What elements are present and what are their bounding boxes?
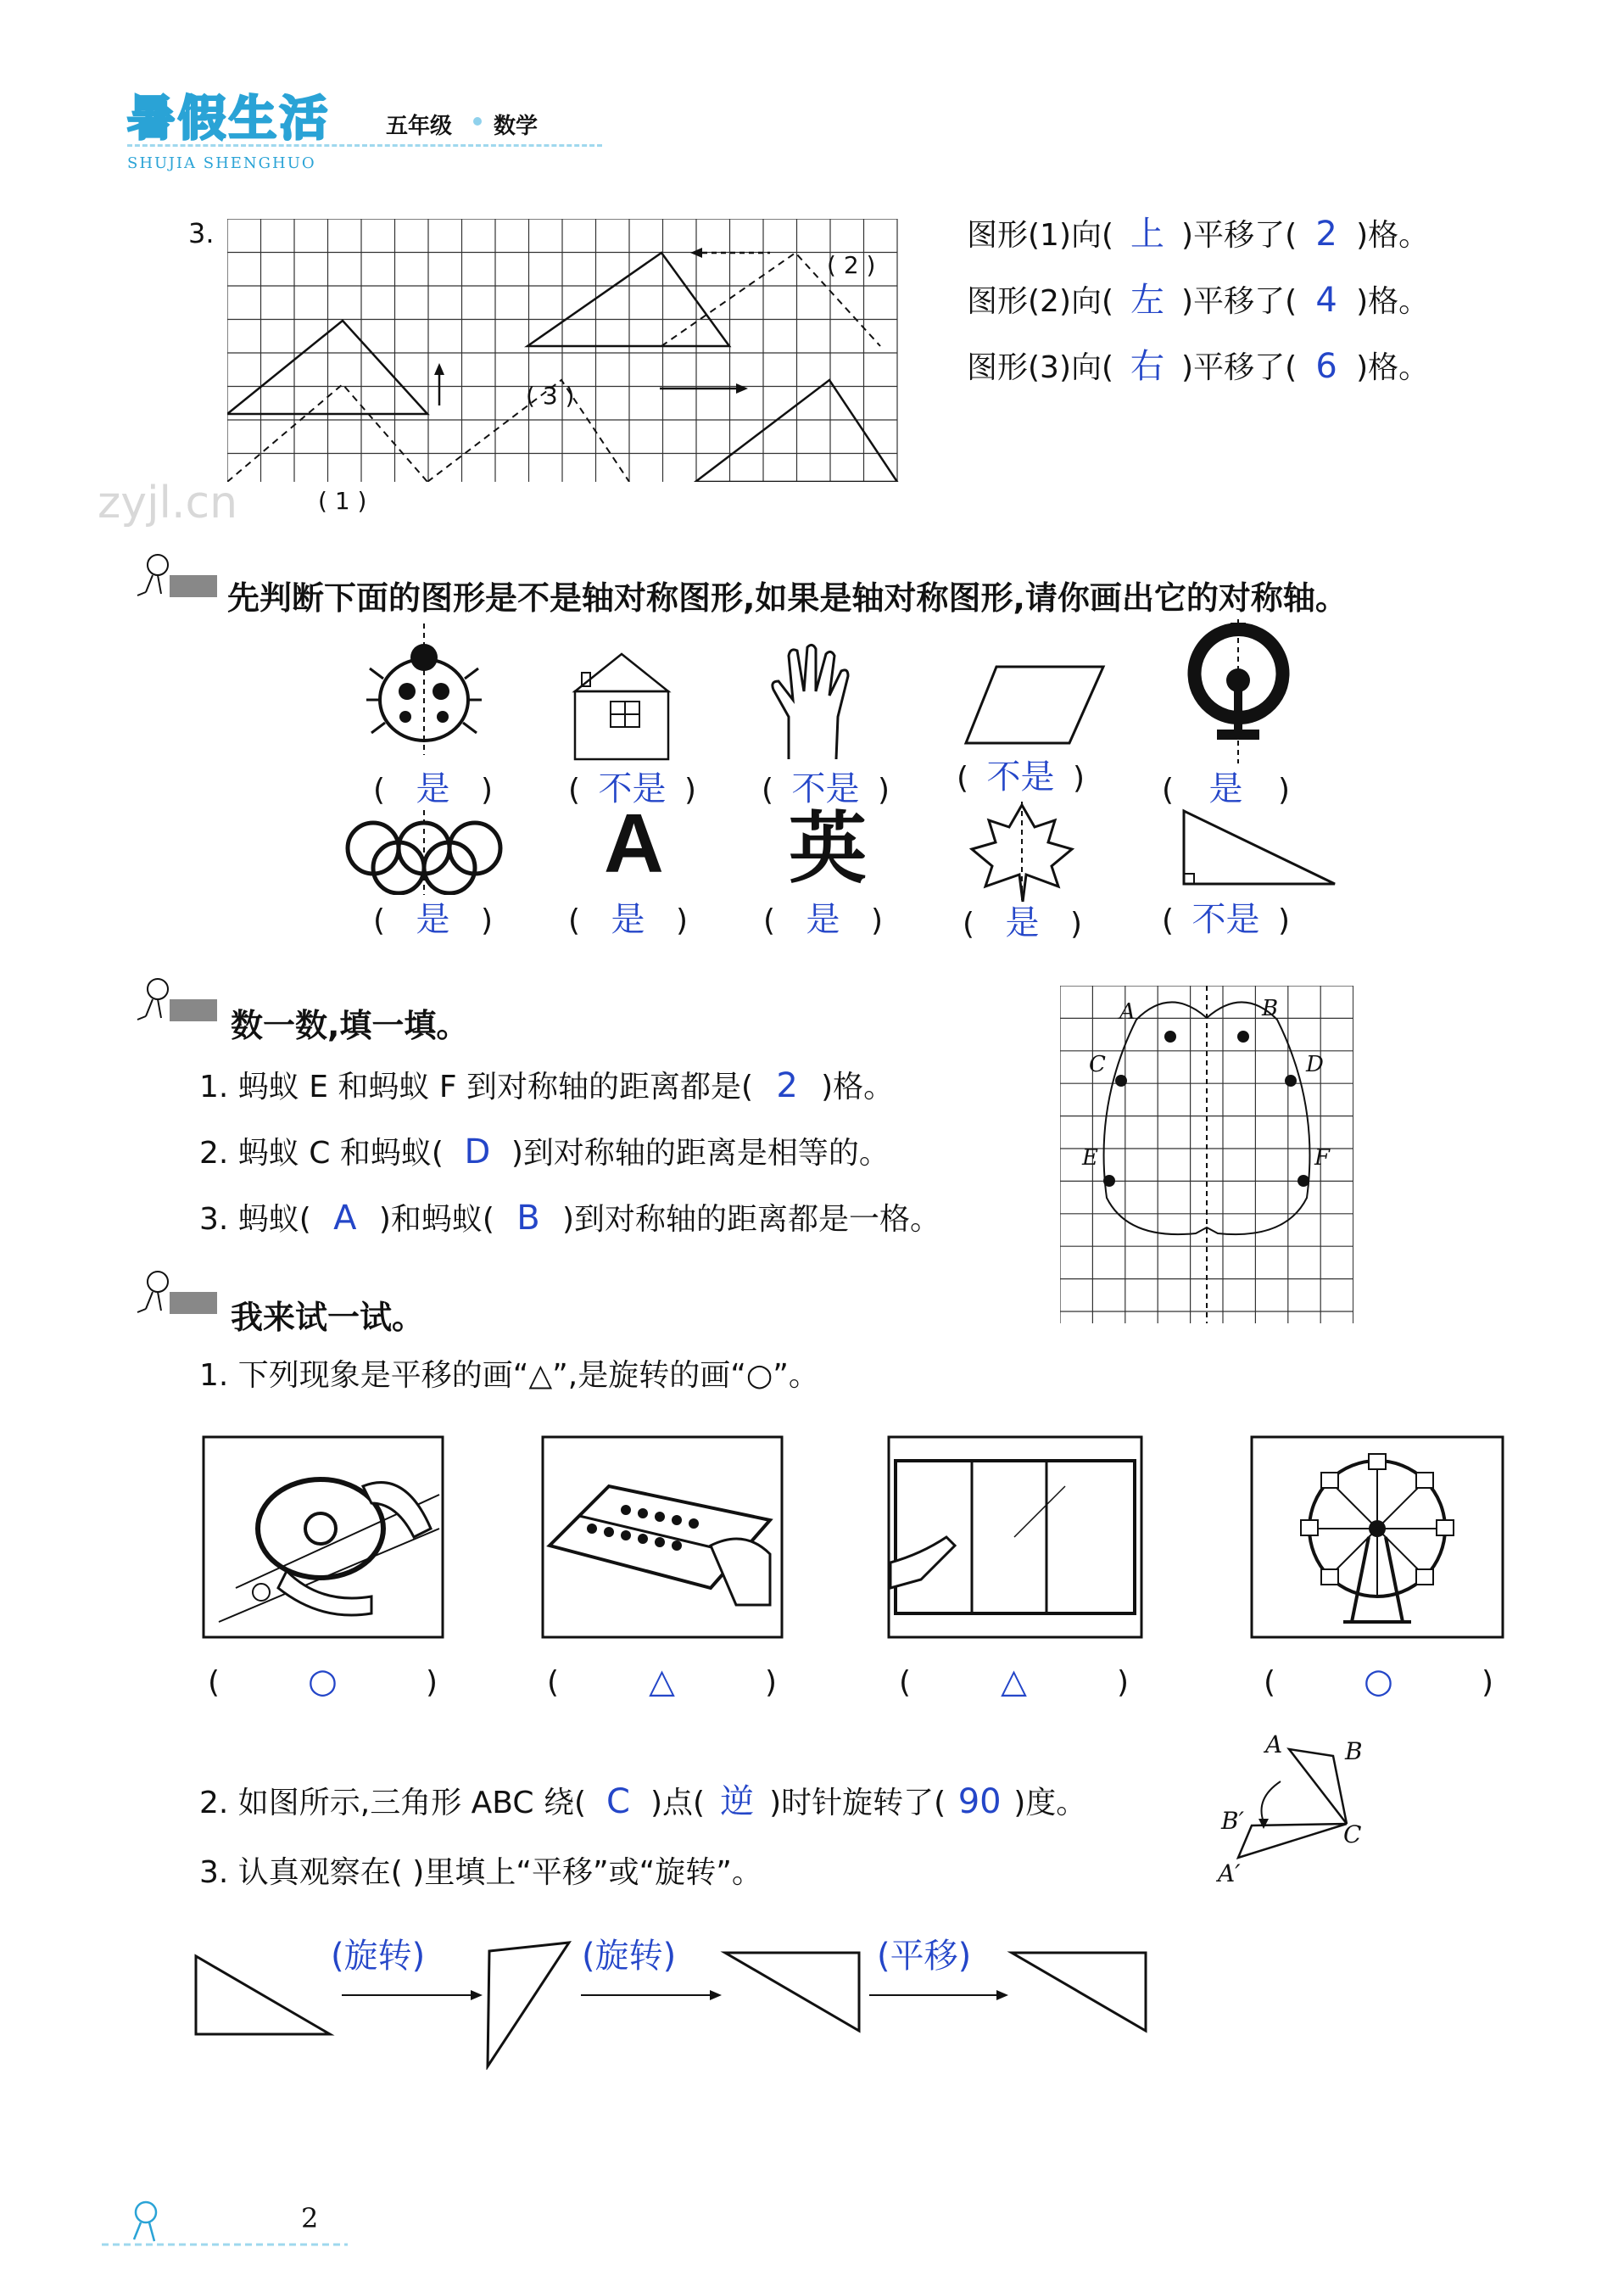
q3-line-3: 图形(3)向( 右 )平移了( 6 )格。 xyxy=(967,347,1430,386)
sym-answer-1: ( 是 ) xyxy=(373,769,493,808)
rot-label-c: C xyxy=(1343,1820,1362,1848)
try-question-2: 2. 如图所示,三角形 ABC 绕( C )点( 逆 )时针旋转了( 90 )度。 xyxy=(199,1782,1087,1821)
watermark: zyjl.cn xyxy=(98,478,238,528)
hand-figure xyxy=(763,640,865,763)
transform-answer-1: (旋转) xyxy=(331,1937,426,1976)
ferris-wheel-picture xyxy=(1250,1435,1504,1639)
q3-answer-n-3: 6 xyxy=(1315,347,1337,386)
ant-grid xyxy=(1060,986,1353,1323)
ant-label-c: C xyxy=(1089,1052,1106,1077)
ant-label-f: F xyxy=(1314,1145,1331,1171)
rotation-answer-point: C xyxy=(606,1782,630,1821)
abacus-picture xyxy=(541,1435,784,1639)
rotation-answer-direction: 逆 xyxy=(720,1782,755,1821)
steering-wheel-picture xyxy=(202,1435,444,1639)
q3-number: 3. xyxy=(188,217,215,249)
q3-answer-dir-3: 右 xyxy=(1130,347,1165,386)
motion-answer-3: ( △ ) xyxy=(899,1662,1129,1701)
motion-answer-1: ( ○ ) xyxy=(208,1662,438,1701)
sym-answer-7: ( 是 ) xyxy=(568,900,688,939)
motion-answer-2: ( △ ) xyxy=(547,1662,777,1701)
section1-title: 先判断下面的图形是不是轴对称图形,如果是轴对称图形,请你画出它的对称轴。 xyxy=(227,579,1348,617)
railway-logo-figure xyxy=(1183,619,1293,763)
sym-answer-9: ( 是 ) xyxy=(963,903,1082,942)
page-number: 2 xyxy=(301,2202,319,2234)
translation-grid xyxy=(227,219,899,482)
grid-label-3: ( 3 ) xyxy=(526,382,575,410)
ant-label-b: B xyxy=(1262,996,1279,1021)
triangle-2 xyxy=(527,253,729,346)
header-grade: 五年级 xyxy=(386,114,453,139)
q3-line-2: 图形(2)向( 左 )平移了( 4 )格。 xyxy=(967,281,1430,320)
sym-answer-8: ( 是 ) xyxy=(763,900,883,939)
q3-line-1: 图形(1)向( 上 )平移了( 2 )格。 xyxy=(967,215,1430,254)
ladybug-figure xyxy=(365,619,500,755)
section-marker-icon xyxy=(127,1268,220,1319)
ant-answer-1: 2 xyxy=(776,1066,798,1105)
q3-answer-n-1: 2 xyxy=(1315,215,1337,254)
rotation-answer-degrees: 90 xyxy=(957,1782,1002,1821)
transform-answer-3: (平移) xyxy=(877,1937,972,1976)
sym-answer-3: ( 不是 ) xyxy=(762,769,890,808)
motion-answer-4: ( ○ ) xyxy=(1264,1662,1493,1701)
header-subject: 数学 xyxy=(494,114,539,139)
q3-answer-dir-2: 左 xyxy=(1130,281,1165,320)
section-marker-icon xyxy=(127,551,220,602)
ant-question-2: 2. 蚂蚁 C 和蚂蚁( D )到对称轴的距离是相等的。 xyxy=(199,1132,890,1171)
rot-label-b-prime: B′ xyxy=(1221,1807,1244,1835)
sym-answer-5: ( 是 ) xyxy=(1162,769,1290,808)
rot-label-b: B xyxy=(1345,1737,1363,1765)
rot-label-a: A xyxy=(1265,1730,1283,1758)
q3-answer-dir-1: 上 xyxy=(1130,215,1165,254)
ant-answer-3b: B xyxy=(516,1199,540,1238)
try-question-1: 1. 下列现象是平移的画“△”,是旋转的画“○”。 xyxy=(199,1358,819,1393)
header-dot xyxy=(473,117,482,126)
window-picture xyxy=(887,1435,1143,1639)
letter-a-figure: A xyxy=(604,797,664,890)
ant-label-a: A xyxy=(1119,999,1136,1025)
ant-label-d: D xyxy=(1306,1052,1324,1077)
ant-question-1: 1. 蚂蚁 E 和蚂蚁 F 到对称轴的距离都是( 2 )格。 xyxy=(199,1066,895,1105)
header-pinyin: SHUJIA SHENGHUO xyxy=(127,154,316,172)
sym-answer-6: ( 是 ) xyxy=(373,900,493,939)
sym-answer-2: ( 不是 ) xyxy=(568,769,696,808)
section-marker-icon xyxy=(127,976,220,1026)
grid-label-1: ( 1 ) xyxy=(318,487,367,515)
grid-label-2: ( 2 ) xyxy=(827,251,876,279)
transform-answer-2: (旋转) xyxy=(582,1937,677,1976)
parallelogram-figure xyxy=(963,662,1107,755)
house-figure xyxy=(566,649,677,763)
section3-title: 我来试一试。 xyxy=(231,1299,425,1336)
sym-answer-4: ( 不是 ) xyxy=(957,758,1085,797)
rot-label-a-prime: A′ xyxy=(1218,1859,1241,1887)
try-question-3: 3. 认真观察在( )里填上“平移”或“旋转”。 xyxy=(199,1855,762,1890)
header-divider xyxy=(127,144,602,147)
sym-answer-10: ( 不是 ) xyxy=(1162,900,1290,939)
ant-answer-2: D xyxy=(464,1132,491,1171)
q3-answer-n-2: 4 xyxy=(1315,281,1337,320)
header-logo: 暑假生活 xyxy=(127,92,331,147)
ying-char-figure: 英 xyxy=(789,803,868,894)
ant-question-3: 3. 蚂蚁( A )和蚂蚁( B )到对称轴的距离都是一格。 xyxy=(199,1199,940,1238)
ant-label-e: E xyxy=(1082,1145,1098,1171)
ant-answer-3a: A xyxy=(333,1199,357,1238)
olympic-rings-figure xyxy=(343,810,505,895)
section2-title: 数一数,填一填。 xyxy=(231,1007,469,1044)
maple-leaf-figure xyxy=(967,802,1077,903)
right-triangle-figure xyxy=(1179,806,1340,891)
